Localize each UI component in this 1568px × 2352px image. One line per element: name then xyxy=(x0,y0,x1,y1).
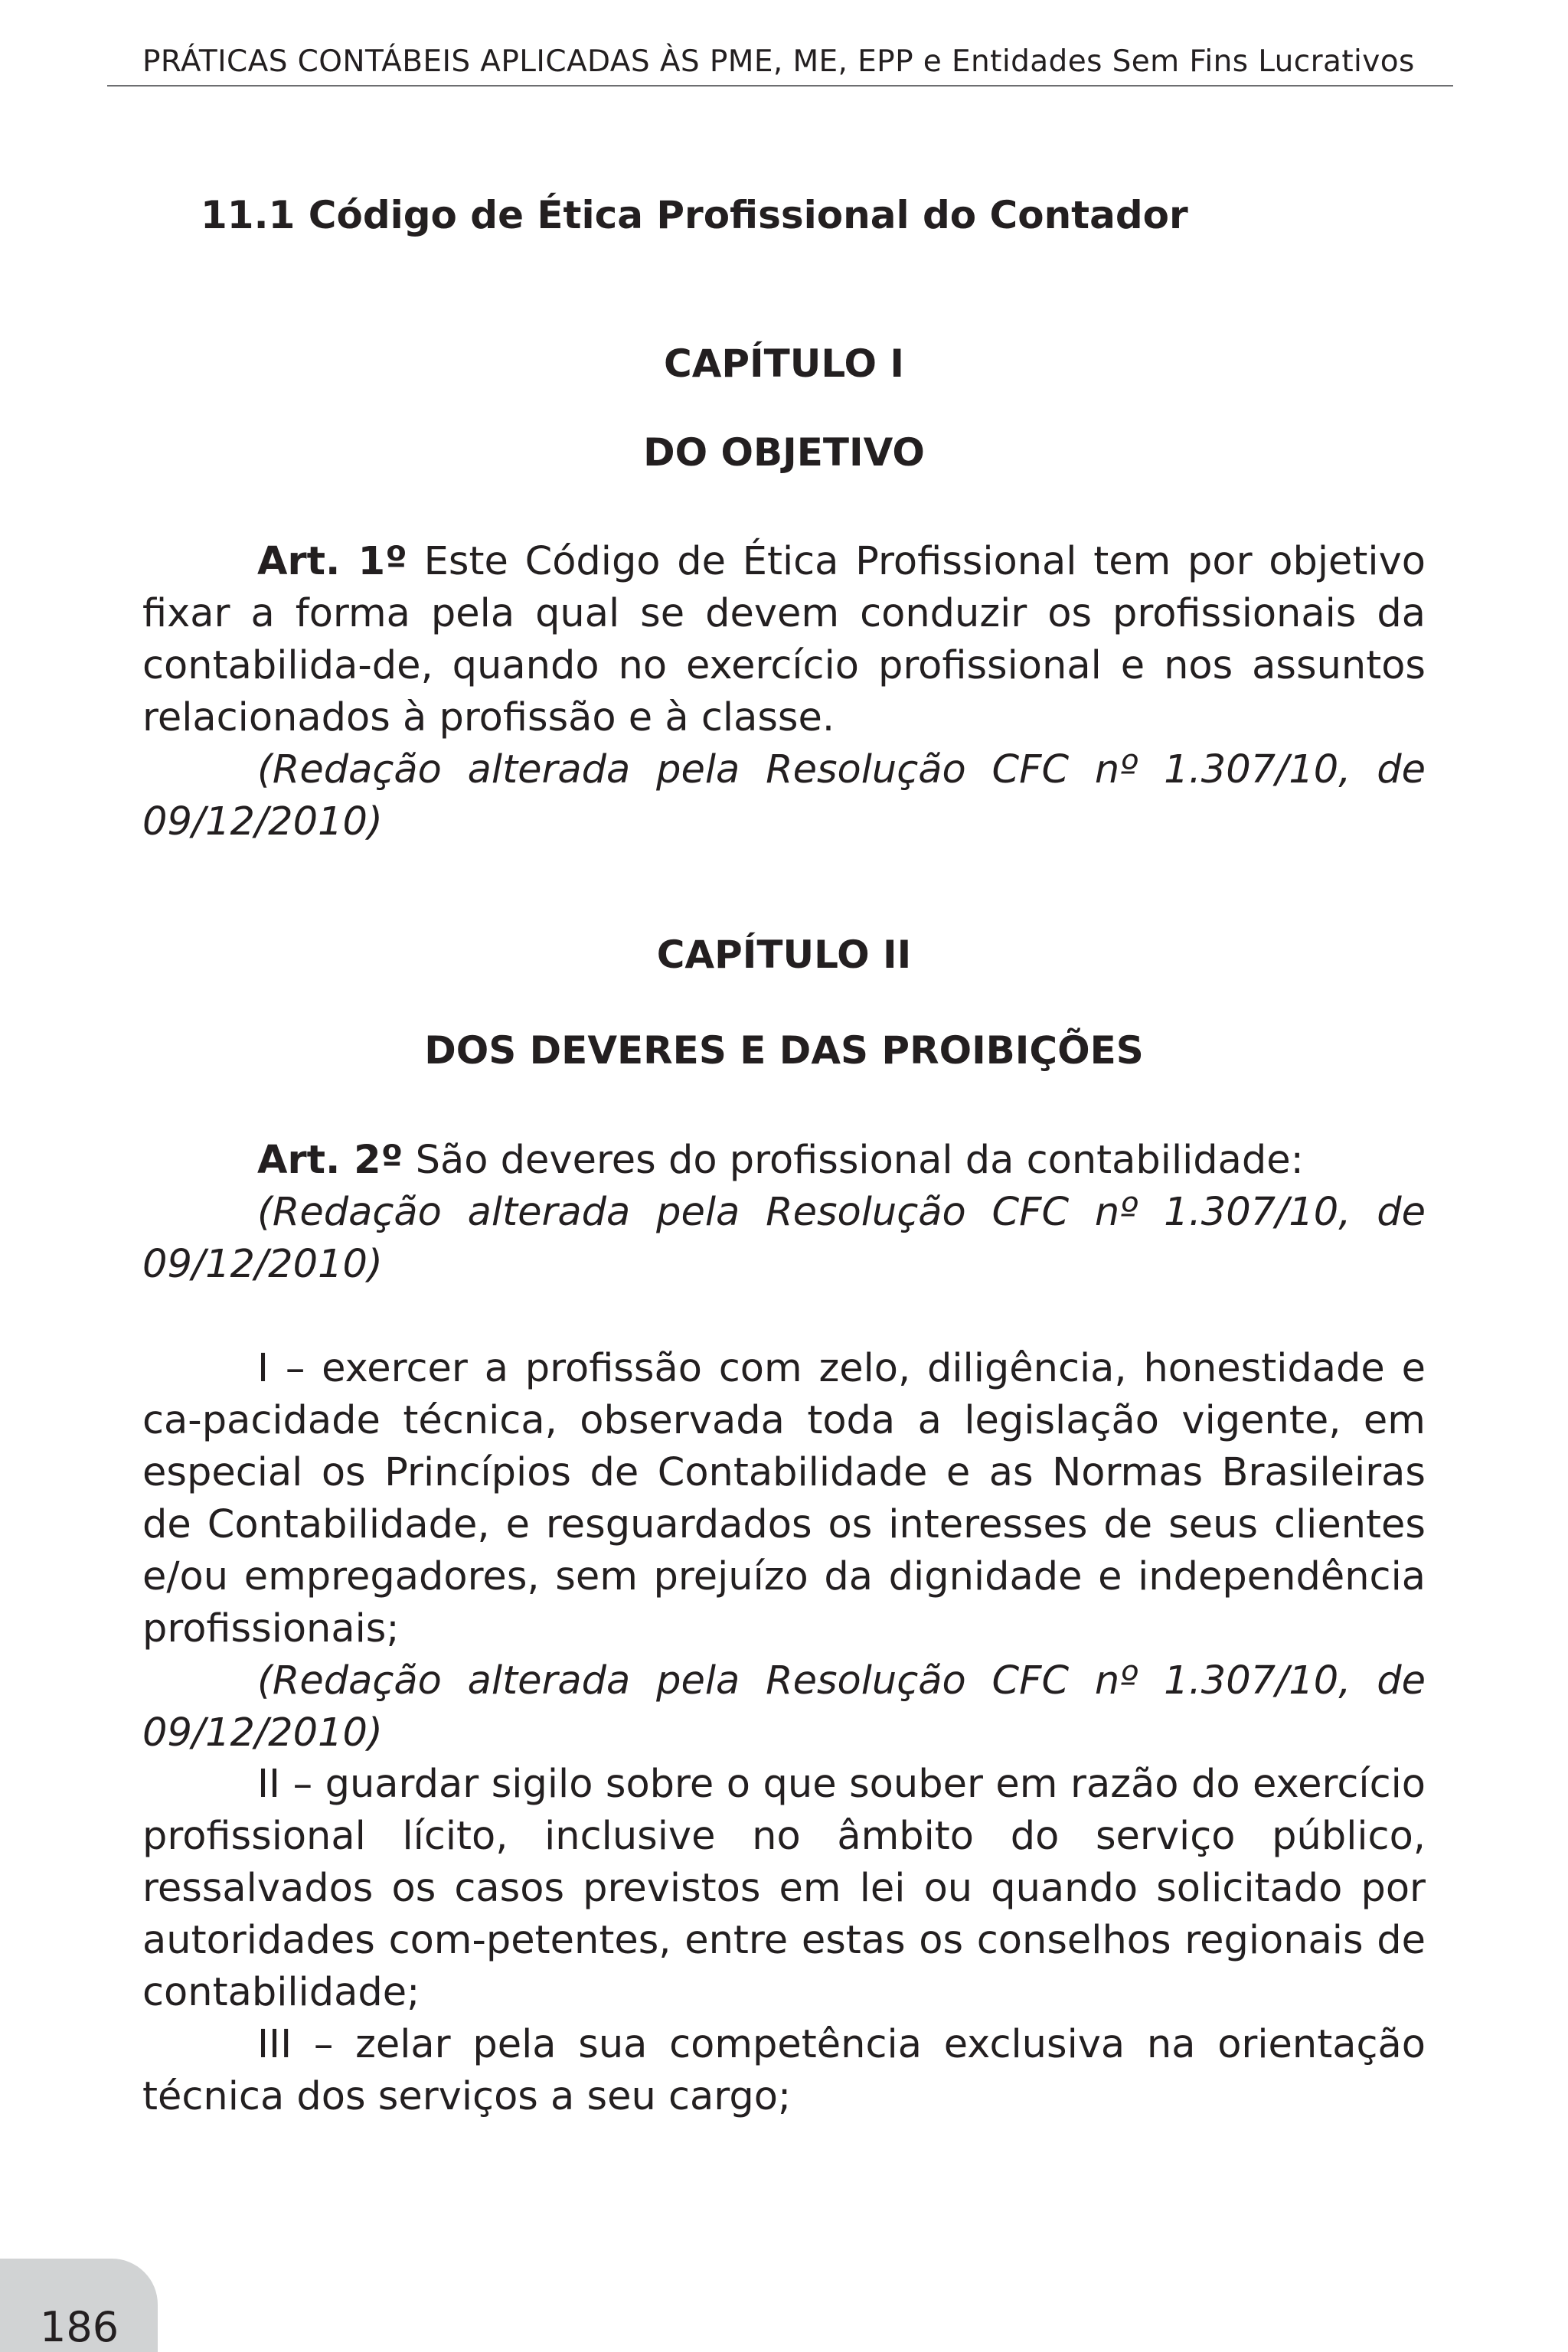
article-1-amendment-note: (Redação alterada pela Resolução CFC nº 1.307/10, de 09/12/2010) xyxy=(142,747,1426,844)
item-ii xyxy=(142,1759,1426,2019)
item-i xyxy=(142,1343,1426,1759)
article-2-amendment-note: (Redação alterada pela Resolução CFC nº 1.307/10, de 09/12/2010) xyxy=(142,1190,1426,1287)
article-2-label: Art. 2º xyxy=(257,1138,403,1183)
item-iii-text: III – zelar pela sua competência exclusiva na orientação técnica dos serviços a seu cargo; xyxy=(142,2022,1426,2119)
article-1-label: Art. 1º xyxy=(257,539,407,584)
chapter-2-label: CAPÍTULO II xyxy=(656,933,912,977)
header-divider xyxy=(107,85,1453,87)
chapter-1-title: DO OBJETIVO xyxy=(643,430,925,475)
page-number: 186 xyxy=(40,2303,119,2351)
chapter-2-title: DOS DEVERES E DAS PROIBIÇÕES xyxy=(424,1028,1144,1073)
article-1 xyxy=(142,536,1426,848)
section-title: 11.1 Código de Ética Profissional do Contador xyxy=(201,193,1188,237)
article-2-text: São deveres do profissional da contabilidade: xyxy=(403,1138,1304,1183)
item-i-text: I – exercer a profissão com zelo, diligência, honestidade e ca-pacidade técnica, observada toda a legislação vigente, em especial os Princípios de Contabilidade e as Normas Brasileiras de Contabilidade, e resguardados os interesses de seus clientes e/ou empregadores, sem prejuízo da dignidade e independência profissionais; xyxy=(142,1346,1426,1651)
article-1-text: Este Código de Ética Profissional tem por objetivo fixar a forma pela qual se devem conduzir os profissionais da contabilida-de, quando no exercício profissional e nos assuntos relacionados à profissão e à classe. xyxy=(142,539,1426,740)
item-ii-text: II – guardar sigilo sobre o que souber em razão do exercício profissional lícito, inclusive no âmbito do serviço público, ressalvados os casos previstos em lei ou quando solicitado por autoridades com-petentes, entre estas os conselhos regionais de contabilidade; xyxy=(142,1762,1426,2015)
article-1-paragraph xyxy=(142,536,1426,744)
chapter-1-label: CAPÍTULO I xyxy=(664,341,904,386)
item-i-amendment-note: (Redação alterada pela Resolução CFC nº 1.307/10, de 09/12/2010) xyxy=(142,1658,1426,1756)
running-header: PRÁTICAS CONTÁBEIS APLICADAS ÀS PME, ME, EPP e Entidades Sem Fins Lucrativos xyxy=(142,44,1415,79)
article-2 xyxy=(142,1135,1426,1291)
article-2-paragraph xyxy=(142,1135,1426,1187)
item-iii xyxy=(142,2019,1426,2123)
